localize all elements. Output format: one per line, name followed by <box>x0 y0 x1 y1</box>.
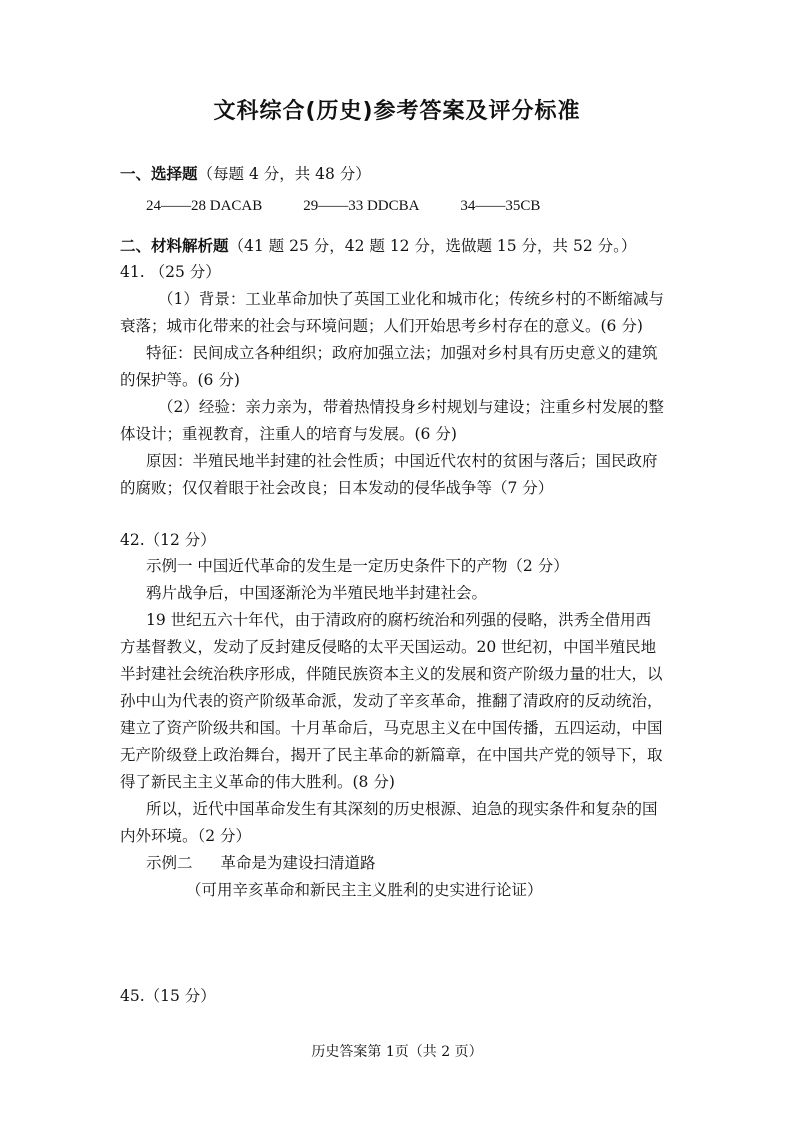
q42-line6: 建立了资产阶级共和国。十月革命后，马克思主义在中国传播，五四运动，中国 <box>120 719 663 737</box>
q41-p1-line1: （1）背景：工业革命加快了英国工业化和城市化；传统乡村的不断缩减与 <box>158 290 664 308</box>
section1-answers <box>146 192 706 219</box>
q41-header: 41. （25 分） <box>120 263 221 281</box>
section1-note: （每题 4 分，共 48 分） <box>197 165 371 183</box>
q42-line4: 半封建社会统治秩序形成，伴随民族资本主义的发展和资产阶级力量的壮大，以 <box>120 665 663 683</box>
q42-line2: 19 世纪五六十年代，由于清政府的腐朽统治和列强的侵略，洪秀全借用西 <box>146 611 652 629</box>
section2-heading <box>120 233 680 259</box>
q42-example1: 示例一 中国近代革命的发生是一定历史条件下的产物（2 分） <box>146 557 569 575</box>
section1-heading <box>120 161 680 187</box>
q42-example2 <box>146 850 706 876</box>
q42-line10: 内外环境。（2 分） <box>120 827 252 845</box>
q45-header: 45.（15 分） <box>120 987 216 1005</box>
q42-example2-text: 革命是为建设扫清道路 <box>220 854 376 872</box>
q42-example2-label: 示例二 <box>146 854 193 872</box>
q42-line9: 所以，近代中国革命发生有其深刻的历史根源、迫急的现实条件和复杂的国 <box>146 800 658 818</box>
page-footer: 历史答案第 1页（共 2 页） <box>311 1044 483 1060</box>
q42-example2-note: （可用辛亥革命和新民主主义胜利的史实进行论证） <box>186 881 543 899</box>
answer-group-3: 34——35CB <box>460 198 541 214</box>
q42-line1: 鸦片战争后，中国逐渐沦为半殖民地半封建社会。 <box>146 584 488 602</box>
q41-p4-line1: 原因：半殖民地半封建的社会性质；中国近代农村的贫困与落后；国民政府 <box>146 452 658 470</box>
section2-note: （41 题 25 分，42 题 12 分，选做题 15 分，共 52 分。） <box>228 237 637 255</box>
q42-line5: 孙中山为代表的资产阶级革命派，发动了辛亥革命，推翻了清政府的反动统治， <box>120 692 663 710</box>
q42-line3: 方基督教义，发动了反封建反侵略的太平天国运动。20 世纪初，中国半殖民地 <box>120 638 657 656</box>
section1-label: 一、选择题 <box>120 165 198 183</box>
q42-line8: 得了新民主主义革命的伟大胜利。(8 分) <box>120 773 395 791</box>
section2-label: 二、材料解析题 <box>120 237 229 255</box>
q41-p2-line1: 特征：民间成立各种组织；政府加强立法；加强对乡村具有历史意义的建筑 <box>146 344 658 362</box>
page-title: 文科综合(历史)参考答案及评分标准 <box>213 99 581 124</box>
q41-p2-line2: 的保护等。(6 分) <box>120 371 240 389</box>
q41-p3-line1: （2）经验：亲力亲为，带着热情投身乡村规划与建设；注重乡村发展的整 <box>158 398 664 416</box>
answer-group-2: 29——33 DDCBA <box>303 198 420 214</box>
q42-line7: 无产阶级登上政治舞台，揭开了民主革命的新篇章，在中国共产党的领导下，取 <box>120 746 663 764</box>
answer-group-1: 24——28 DACAB <box>146 198 263 214</box>
q41-p4-line2: 的腐败；仅仅着眼于社会改良；日本发动的侵华战争等（7 分） <box>120 479 554 497</box>
q41-p3-line2: 体设计；重视教育，注重人的培育与发展。(6 分) <box>120 425 457 443</box>
q41-p1-line2: 衰落；城市化带来的社会与环境问题；人们开始思考乡村存在的意义。(6 分) <box>120 317 643 335</box>
q42-header: 42.（12 分） <box>120 531 216 549</box>
